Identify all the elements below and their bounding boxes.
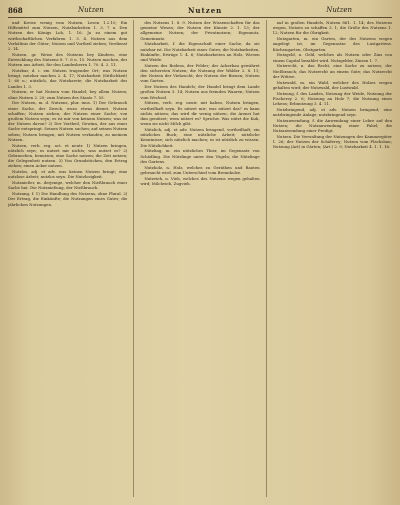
entry-paragraph: und Kreise wenig vom Nutzen, Lesen 1.2.10; Ein Hilfsmittel zum Nutzen, Nutzbarkeiten 1. 3. 7 u. Den Nutzen des Königs Lob, 1. 16. Ja zu einem gut wirthschaftlichen Verfahren 1. 3. 4. Nutzen aus dem Verhältnis der Güter; Nutzen und Vortheil ziehen; Verdienst 2. 14.	[8, 20, 128, 52]
column-divider	[266, 20, 267, 497]
column-3	[273, 20, 392, 497]
entry-paragraph: des Nutzens 1. 8. 9. Nutzen der Wissenschaften für das gemeine Wesen; der Nutzen der Künste 2. 1. 13; der allgemeine Nutzen; der Privatnutzen; Eigennutz, Gemeinnutz.	[140, 20, 260, 41]
entry-paragraph: Nutzanwendung, f. die Anwendung einer Lehre auf den Nutzen; die Nutzanwendung einer Fabel; die Nutzanwendung einer Predigt.	[272, 117, 392, 134]
text-columns	[8, 20, 392, 497]
entry-paragraph: Nutzen des Bodens, der Felder; der Ackerbau gewähret den sichersten Nutzen; die Nutzung der Wälder 2. 8. 11; der Nutzen der Viehzucht; der Nutzen der Bienen; Nutzen vom Garten.	[140, 62, 260, 84]
header-rule	[8, 17, 392, 18]
column-1	[8, 20, 127, 497]
entry-paragraph: Nutzbarkeit, f. die Eigenschaft einer Sache, da sie nutzbar ist. Die Nutzbarkeit eines Gutes; die Nutzbarkeiten, Einkünfte, Erträge 1. 4. 6; Nutzbarkeiten an Holz, Wiesen und Weide.	[140, 41, 260, 63]
entry-paragraph: Nützlich, adj. et adv. Nutzen bringend, vortheilhaft; ein nützliches Buch; eine nützliche Arbeit; nützliche Kenntnisse; sich nützlich machen; es ist nützlich zu wissen. Die Nützlichkeit.	[140, 127, 260, 148]
entry-paragraph: Nutzvieh, n. Vieh, welches des Nutzens wegen gehalten wird; Milchvieh, Zugvieh.	[140, 175, 260, 186]
header-right-title: Nutzen	[326, 6, 352, 14]
entry-paragraph: Nutzbar, d. i. ein Nutzen tragender Ort; was Nutzen bringt, nutzbar machen 2. 4. 17; Nutzbarkeit (Sittlichkeit) 1. 60 u.; nützlich, das Nutzbarste; die Nutzbarkeit des Landes 1. 3.	[8, 68, 128, 89]
entry-paragraph: Nutzbringend, adj. et adv. Nutzen bringend; eine nutzbringende Anlage; nutzbringend seyn.	[272, 106, 392, 118]
entry-paragraph: Nutzlos, adj. et adv. was keinen Nutzen bringt; eine nutzlose Arbeit; nutzlos seyn. Die Nutzlosigkeit.	[8, 169, 128, 180]
entry-paragraph: Nutzwald, m. ein Wald, welcher des Holzes wegen gehalten wird; der Nutzwald, der Lustwald.	[272, 79, 392, 90]
header-center-title: Nutzen	[188, 5, 223, 15]
entry-paragraph: Nutzen, gr. Weise des Nutzens bey Kindern, eine Entwicklung des Nutzens 8. 7. 6 u. 15. Nutzen machen, der Nutzen aus Arbeit, für den Landesherrn 1. 70. 4. 2. 11.	[8, 51, 128, 68]
entry-paragraph: auf in großen Handels, Nutzen 861. 1. 14; des Nutzens wegen, Nutzen zu schaffen 3. 1; die Größe des Nutzens 1. 12; Nutzen für die Obrigkeit.	[272, 20, 392, 36]
entry-paragraph: Nutznießer, m. derjenige, welcher den Nießbrauch einer Sache hat. Die Nutznießung, der Nießbrauch.	[8, 180, 128, 191]
entry-paragraph: Nützling, m. ein nützliches Thier, im Gegensatz von Schädling. Die Nützlinge unter den Vögeln; die Nützlinge des Gartens.	[140, 148, 260, 164]
entry-paragraph: Nutzgarten, m. ein Garten, der des Nutzens wegen angelegt ist, im Gegensatze des Lustgartens. Küchengarten, Obstgarten.	[272, 36, 392, 52]
entry-paragraph: Nutzen; er hat Nutzen vom Handel; bey allem Nutzen; ohne Nutzen 2. 20; zum Nutzen des Staats 7. 55.	[8, 89, 128, 100]
column-divider	[133, 20, 134, 497]
entry-paragraph: Der Nutzen des Handels; der Handel bringt dem Lande großen Nutzen 3. 14; Nutzen aus fremden Waaren; Nutzen vom Wechsel.	[140, 84, 260, 100]
entry-paragraph: Nutzung, f. des Landes, Nutzung der Weide, Nutzung der Fischerey 2. 6; Nutzung an Holz 7; die Nutzung eines Lehens; Erbnutzung 3. 4. 11.	[272, 90, 392, 107]
entry-paragraph: Nutzung, f. 1) Die Handlung des Nutzens, ohne Plural. 2) Der Ertrag, die Einkünfte; die Nutzungen eines Gutes; die jährlichen Nutzungen.	[8, 191, 128, 207]
entry-paragraph: Nutzrecht, n. das Recht, eine Sache zu nutzen; der Nießbrauch; das Nutzrecht an einem Gute; das Nutzrecht der Wittwe.	[272, 63, 392, 79]
entry-paragraph: Der Nutzen, m. d. Nutzens, plur. inus. 1) Der Gebrauch einer Sache, der Zweck, wozu etwas dienet. Nutzen schaffen; Nutzen ziehen; der Nutzen einer Sache; von großem Nutzen seyn; es ist mir von keinem Nutzen; was ist der Nutzen davon? 2) Der Vortheil, Gewinn, der aus einer Sache entspringt. Seinen Nutzen suchen; auf seinen Nutzen sehen; Nutzen bringen; mit Nutzen verkaufen; zu meinem Nutzen.	[8, 100, 128, 142]
page-number: 868	[8, 5, 23, 15]
entry-paragraph: Nützen, verb. reg. neutr. mit haben, Nutzen bringen, vortheilhaft seyn. Es nützet mir; was nützet das? es kann nichts nützen; das wird dir wenig nützen; die Arznei hat ihm genützet; wem nützet es? Sprichw. Was nützt die Kuh, wenn sie nicht Milch gibt.	[140, 100, 260, 127]
entry-paragraph: Nutzholz, n. Holz, welches zu Geräthen und Bauten gebraucht wird, zum Unterschied vom Brennholze.	[140, 164, 260, 175]
page-header	[8, 4, 392, 16]
header-left-title: Nutzen	[78, 6, 104, 14]
entry-paragraph: Nutzen, verb. reg. act. et neutr. 1) Nutzen bringen, nützlich seyn; es nutzet mir nichts; was nutzet es? 2) Gebrauchen, benutzen; eine Sache nutzen; die Zeit nutzen; die Gelegenheit nutzen. 3) Von Grundstücken, den Ertrag ziehen; einen Acker nutzen.	[8, 142, 128, 169]
column-2	[140, 20, 259, 497]
entry-paragraph: Nutzgeld, n. Geld, welches als Nutzen oder Zins von einem Capital bezahlet wird. Nutzgelder, Zinsen 1. 7.	[272, 52, 392, 63]
entry-paragraph: Nutzen. Die Verwaltung der Nutzungen der Kammergüter 1. 26; der Nutzen der Schäferey; Nutzen vom Flachsbau; Nutzung (Art) in Gärten; (Art.) 2. 9; Nutzbarkeit 4. 1. 1. 16.	[272, 134, 392, 150]
